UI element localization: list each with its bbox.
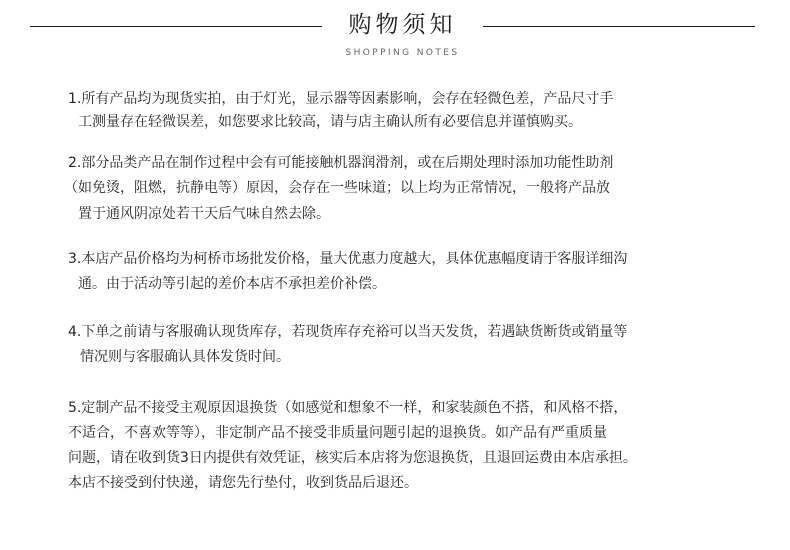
note-line: 1.所有产品均为现货实拍，由于灯光，显示器等因素影响，会存在轻微色差，产品尺寸手	[68, 91, 614, 107]
note-line: 置于通风阴凉处若干天后气味自然去除。	[78, 206, 330, 222]
note-line: 不适合，不喜欢等等），非定制产品不接受非质量问题引起的退换货。如产品有严重质量	[68, 425, 607, 441]
note-line: 5.定制产品不接受主观原因退换货（如感觉和想象不一样，和家装颜色不搭，和风格不搭，	[68, 400, 628, 416]
note-line: 情况则与客服确认具体发货时间。	[80, 349, 290, 365]
page-title: 购物须知	[348, 12, 457, 38]
note-line: 工测量存在轻微误差，如您要求比较高，请与店主确认所有必要信息并谨慎购买。	[78, 114, 582, 130]
note-line: （如免烫，阻燃，抗静电等）原因，会存在一些味道；以上均为正常情况，一般将产品放	[64, 180, 610, 196]
note-line: 问题，请在收到货3日内提供有效凭证，核实后本店将为您退换货，且退回运费由本店承担。	[68, 450, 637, 466]
note-line: 2.部分品类产品在制作过程中会有可能接触机器润滑剂，或在后期处理时添加功能性助剂	[68, 155, 614, 171]
note-line: 4.下单之前请与客服确认现货库存，若现货库存充裕可以当天发货，若遇缺货断货或销量等	[68, 324, 628, 340]
note-line: 本店不接受到付快递，请您先行垫付，收到货品后退还。	[68, 475, 418, 491]
note-line: 通。由于活动等引起的差价本店不承担差价补偿。	[78, 276, 386, 292]
note-line: 3.本店产品价格均为柯桥市场批发价格，量大优惠力度越大，具体优惠幅度请于客服详细沟	[68, 251, 628, 267]
page-subtitle: SHOPPING NOTES	[345, 48, 460, 58]
